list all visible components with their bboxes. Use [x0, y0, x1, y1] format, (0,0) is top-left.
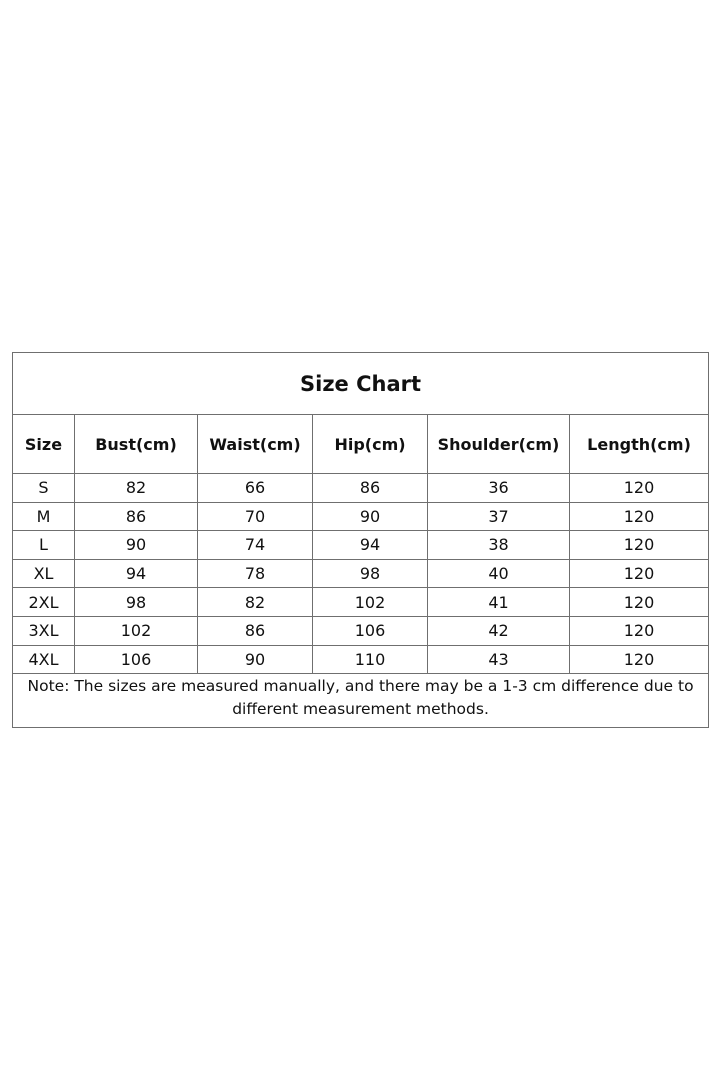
cell-length: 120: [570, 645, 709, 674]
column-header-size: Size: [13, 415, 75, 474]
cell-size: S: [13, 474, 75, 503]
cell-size: 4XL: [13, 645, 75, 674]
measurement-note: Note: The sizes are measured manually, and there may be a 1-3 cm difference due to different measurement methods.: [13, 674, 709, 728]
cell-hip: 110: [313, 645, 428, 674]
cell-shoulder: 40: [428, 559, 570, 588]
cell-hip: 90: [313, 502, 428, 531]
cell-bust: 86: [75, 502, 198, 531]
cell-waist: 82: [198, 588, 313, 617]
table-row-3xl: [13, 616, 709, 645]
cell-hip: 102: [313, 588, 428, 617]
table-row-m: [13, 502, 709, 531]
cell-shoulder: 41: [428, 588, 570, 617]
cell-hip: 86: [313, 474, 428, 503]
cell-length: 120: [570, 559, 709, 588]
size-chart-table: [12, 352, 709, 728]
table-row-s: [13, 474, 709, 503]
cell-length: 120: [570, 588, 709, 617]
cell-bust: 98: [75, 588, 198, 617]
size-chart: [12, 352, 708, 728]
cell-size: M: [13, 502, 75, 531]
cell-waist: 90: [198, 645, 313, 674]
cell-length: 120: [570, 616, 709, 645]
column-header-waist: Waist(cm): [198, 415, 313, 474]
cell-shoulder: 37: [428, 502, 570, 531]
cell-bust: 94: [75, 559, 198, 588]
cell-hip: 94: [313, 531, 428, 560]
column-header-hip: Hip(cm): [313, 415, 428, 474]
column-header-shoulder: Shoulder(cm): [428, 415, 570, 474]
table-row-4xl: [13, 645, 709, 674]
cell-size: L: [13, 531, 75, 560]
cell-size: XL: [13, 559, 75, 588]
table-row-xl: [13, 559, 709, 588]
cell-shoulder: 43: [428, 645, 570, 674]
cell-bust: 106: [75, 645, 198, 674]
cell-bust: 102: [75, 616, 198, 645]
cell-length: 120: [570, 531, 709, 560]
header-row: [13, 415, 709, 474]
column-header-length: Length(cm): [570, 415, 709, 474]
cell-size: 3XL: [13, 616, 75, 645]
table-row-l: [13, 531, 709, 560]
cell-hip: 98: [313, 559, 428, 588]
cell-waist: 74: [198, 531, 313, 560]
chart-title: Size Chart: [13, 353, 709, 415]
cell-waist: 70: [198, 502, 313, 531]
cell-bust: 90: [75, 531, 198, 560]
cell-shoulder: 38: [428, 531, 570, 560]
cell-length: 120: [570, 474, 709, 503]
cell-waist: 86: [198, 616, 313, 645]
cell-hip: 106: [313, 616, 428, 645]
column-header-bust: Bust(cm): [75, 415, 198, 474]
cell-bust: 82: [75, 474, 198, 503]
cell-shoulder: 36: [428, 474, 570, 503]
cell-waist: 78: [198, 559, 313, 588]
cell-shoulder: 42: [428, 616, 570, 645]
cell-waist: 66: [198, 474, 313, 503]
cell-length: 120: [570, 502, 709, 531]
table-row-2xl: [13, 588, 709, 617]
cell-size: 2XL: [13, 588, 75, 617]
